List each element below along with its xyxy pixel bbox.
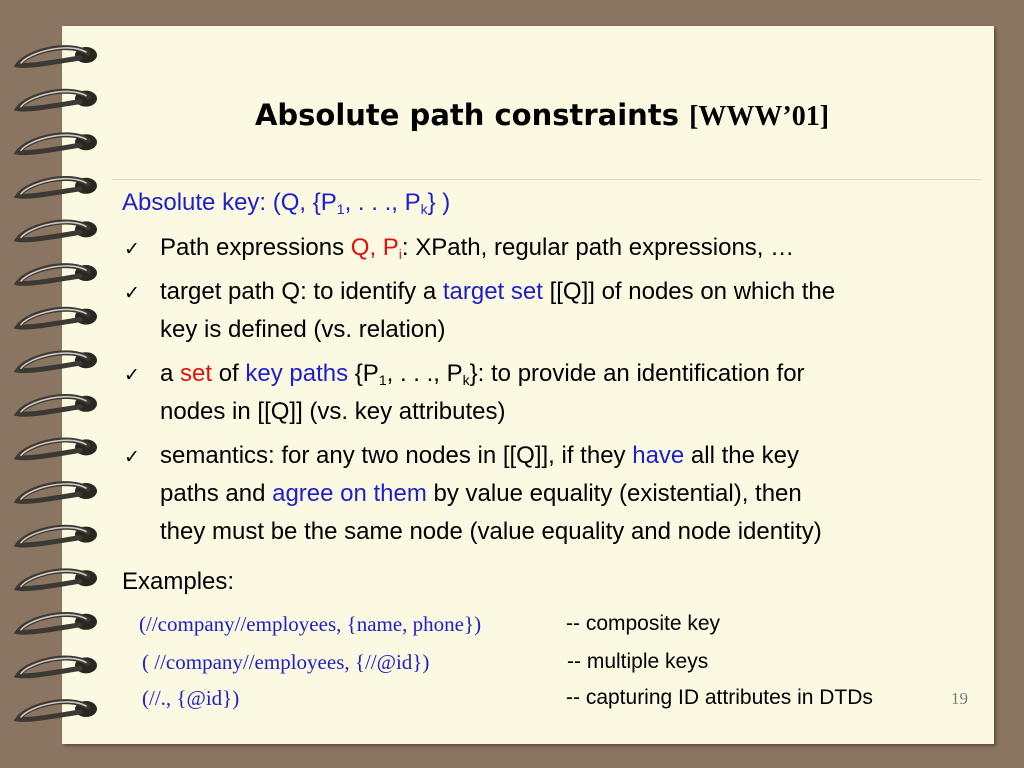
spiral-ring-icon (18, 352, 97, 370)
spiral-ring-icon (18, 439, 97, 457)
bullet-target-path: target path Q: to identify a target set [[Q]] of nodes on which the key is defined (vs. relation) (160, 278, 836, 343)
title-divider (112, 179, 982, 180)
spiral-ring-icon (18, 701, 97, 719)
spiral-ring-icon (18, 657, 97, 675)
spiral-ring-icon (18, 527, 97, 545)
spiral-ring-icon (18, 221, 97, 239)
spiral-ring-icon (18, 265, 97, 283)
checkmark-icon: ✓ (124, 447, 140, 468)
example-path: (//., {@id}) (142, 686, 240, 710)
bullet-semantics: semantics: for any two nodes in [[Q]], if they have all the key paths and agree on them by value equality (existential), then they must be the same node (value equality and node identity) (160, 442, 822, 545)
spiral-ring-icon (18, 309, 97, 327)
spiral-ring-icon (18, 614, 97, 632)
spiral-ring-icon (18, 134, 97, 152)
spiral-ring-icon (18, 570, 97, 588)
bullet-key-paths: a set of key paths {$P_1$, . . ., $P_k$}: to provide an identification for nodes in [[Q]] (vs. key attributes) (160, 360, 805, 425)
title-citation: [WWW’01] (689, 101, 830, 132)
example-note: -- capturing ID attributes in DTDs (566, 686, 873, 709)
absolute-key-definition: Absolute key: (Q, {$P_1$, . . ., $P_k$} ) (122, 189, 451, 217)
spiral-ring-icon (18, 178, 97, 196)
spiral-ring-icon (18, 47, 97, 65)
example-path: (//company//employees, {name, phone}) (139, 612, 482, 636)
example-note: -- multiple keys (567, 650, 709, 673)
slide-title: Absolute path constraints [WWW’01] (254, 98, 830, 132)
checkmark-icon: ✓ (124, 239, 140, 260)
checkmark-icon: ✓ (124, 283, 140, 304)
example-note: -- composite key (566, 612, 721, 635)
bullet-path-expressions: Path expressions Q, $P_i$: XPath, regular path expressions, … (160, 234, 795, 262)
examples-heading: Examples: (122, 568, 235, 595)
page-number: 19 (951, 689, 968, 708)
example-path: ( //company//employees, {//@id}) (142, 650, 430, 674)
spiral-ring-icon (18, 396, 97, 414)
checkmark-icon: ✓ (124, 365, 140, 386)
spiral-ring-icon (18, 483, 97, 501)
